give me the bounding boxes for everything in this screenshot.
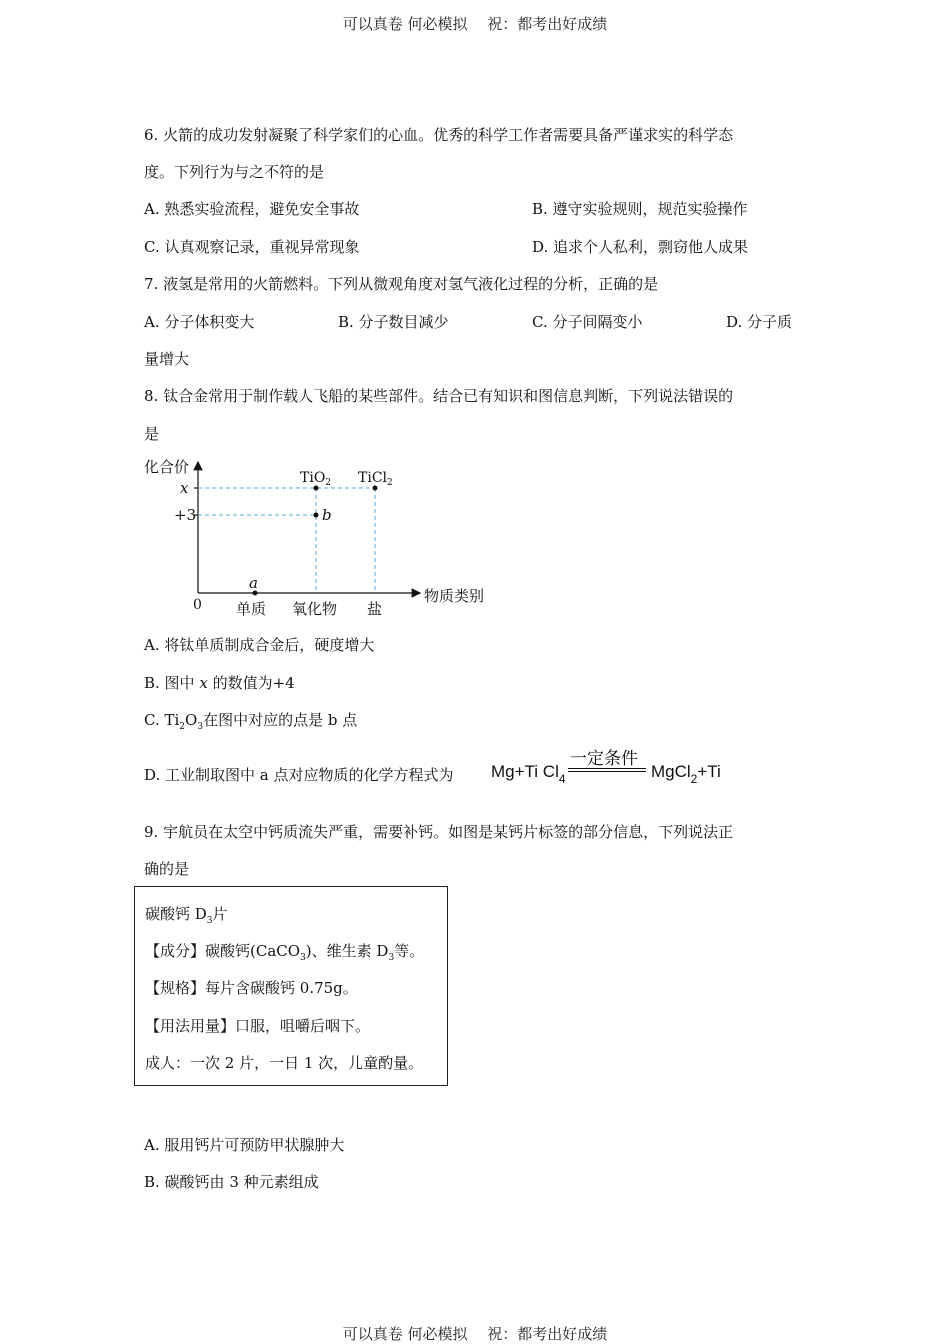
q9-stem-line1: 9. 宇航员在太空中钙质流失严重，需要补钙。如图是某钙片标签的部分信息，下列说法正 [144, 823, 734, 841]
point-label-ticl2: TiCl$_2$ [358, 470, 393, 488]
category-label-elemental: 单质 [236, 600, 267, 618]
q6-option-a: A. 熟悉实验流程，避免安全事故 [144, 200, 360, 218]
q7-stem: 7. 液氢是常用的火箭燃料。下列从微观角度对氢气液化过程的分析，正确的是 [144, 275, 659, 293]
q7-option-c: C. 分子间隔变小 [532, 313, 643, 331]
label-dosage: 成人：一次 2 片，一日 1 次，儿童酌量。 [145, 1054, 424, 1072]
q8-stem-line1: 8. 钛合金常用于制作载人飞船的某些部件。结合已有知识和图信息判断，下列说法错误的 [144, 387, 734, 405]
label-spec: 【规格】每片含碳酸钙 0.75g。 [145, 979, 358, 997]
q7-option-d: D. 分子质 [726, 313, 793, 331]
q6-option-c: C. 认真观察记录，重视异常现象 [144, 238, 360, 256]
q8-equation-right: MgCl$_2$+Ti [651, 762, 721, 786]
point-b [314, 513, 319, 518]
origin-label: 0 [193, 597, 202, 613]
point-tio2 [314, 486, 319, 491]
q8-option-a: A. 将钛单质制成合金后，硬度增大 [144, 636, 375, 654]
page-footer: 可以真卷 何必模拟 祝：都考出好成绩 [342, 1325, 608, 1343]
q8-reaction-arrow [568, 744, 646, 774]
q6-stem-line1: 6. 火箭的成功发射凝聚了科学家们的心血。优秀的科学工作者需要具备严谨求实的科学态 [144, 126, 734, 144]
label-usage: 【用法用量】口服，咀嚼后咽下。 [145, 1017, 371, 1035]
label-title: 碳酸钙 $D_3$片 [145, 905, 228, 926]
point-label-b: b [322, 506, 332, 524]
q8-reaction-condition: 一定条件 [570, 749, 638, 769]
q7-option-b: B. 分子数目减少 [338, 313, 449, 331]
y-axis-label: 化合价 [144, 458, 190, 476]
q8-option-d: D. 工业制取图中 a 点对应物质的化学方程式为 [144, 766, 454, 784]
q7-option-d-continued: 量增大 [144, 350, 190, 368]
equals-line-bottom [568, 771, 646, 772]
category-label-salt: 盐 [367, 600, 383, 618]
q6-stem-line2: 度。下列行为与之不符的是 [144, 163, 325, 181]
point-ticl2 [373, 486, 378, 491]
point-label-tio2: TiO$_2$ [300, 470, 332, 488]
q8-option-c: C. $Ti_2O_3$在图中对应的点是 b 点 [144, 711, 358, 732]
q8-stem-line2: 是 [144, 425, 160, 443]
valence-chart [140, 452, 510, 624]
equals-line-top [568, 768, 646, 769]
q9-option-a: A. 服用钙片可预防甲状腺肿大 [144, 1136, 345, 1154]
page-header: 可以真卷 何必模拟 祝：都考出好成绩 [342, 15, 608, 33]
q6-option-d: D. 追求个人私利，剽窃他人成果 [532, 238, 749, 256]
q9-option-b: B. 碳酸钙由 3 种元素组成 [144, 1173, 319, 1191]
q8-equation-left: Mg+Ti $Cl_4$ [491, 762, 566, 786]
x-axis-label: 物质类别 [424, 587, 485, 605]
category-label-oxide: 氧化物 [292, 600, 338, 618]
calcium-tablet-label [134, 886, 448, 1086]
q6-option-b: B. 遵守实验规则，规范实验操作 [532, 200, 748, 218]
q8-option-b: B. 图中 x 的数值为+4 [144, 674, 295, 692]
label-ingredients: 【成分】碳酸钙(CaCO$_3$)、维生素 $D_3$等。 [145, 942, 425, 963]
q9-stem-line2: 确的是 [144, 860, 190, 878]
y-tick-label-x: x [180, 479, 189, 497]
y-tick-label-3: +3 [174, 506, 197, 524]
q7-option-a: A. 分子体积变大 [144, 313, 255, 331]
point-label-a: a [249, 574, 258, 592]
